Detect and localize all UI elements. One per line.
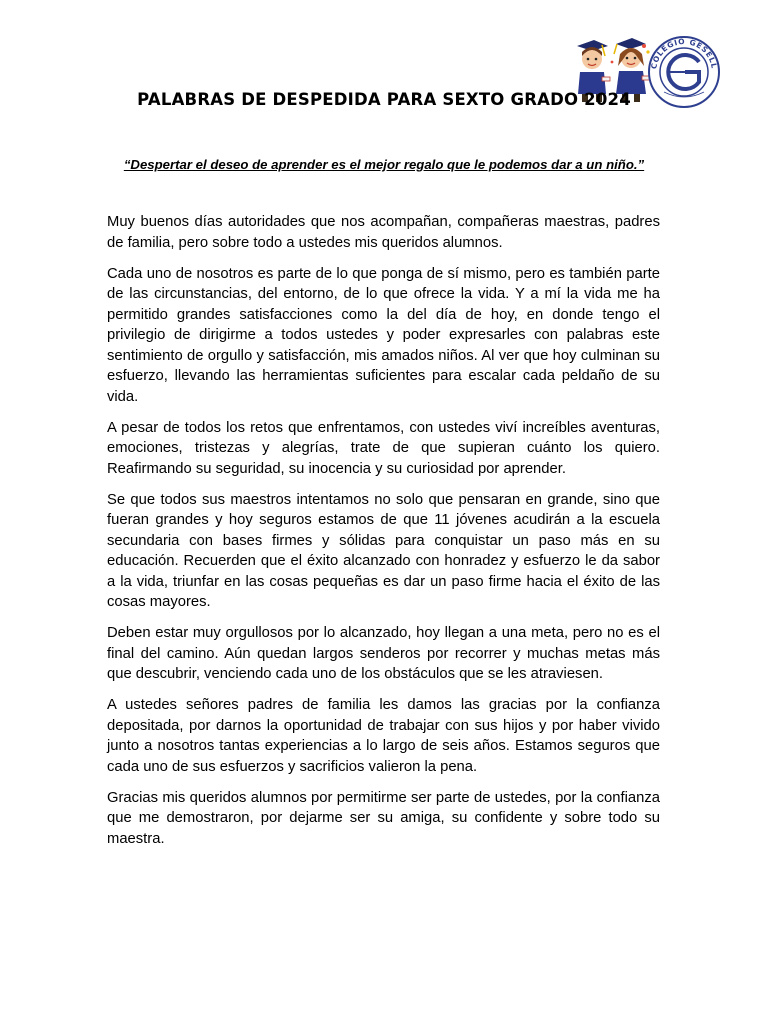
- paragraph: Se que todos sus maestros intentamos no solo que pensaran en grande, sino que fueran grandes y hoy seguros estamos de que 11 jóvenes acudirán a la escuela secundaria con bases firmes y sólidas para conquistar un paso más en su educación. Recuerden que el éxito alcanzado con honradez y esfuerzo le da sabor a la vida, triunfar en las cosas pequeñas es dar un paso firme hacia el éxito de las cosas mayores.: [107, 491, 660, 610]
- paragraph: A pesar de todos los retos que enfrentamos, con ustedes viví increíbles aventuras, emociones, tristezas y alegrías, trate de que supieran cuánto los quiero. Reafirmando su seguridad, su inocencia y su curiosidad por aprender.: [107, 419, 660, 477]
- opening-quote: “Despertar el deseo de aprender es el mejor regalo que le podemos dar a un niño.”: [123, 157, 645, 172]
- paragraph: Gracias mis queridos alumnos por permitirme ser parte de ustedes, por la confianza que me demostraron, por dejarme ser su amiga, su confidente y sobre todo su maestra.: [107, 789, 660, 847]
- speech-body: [107, 212, 660, 860]
- paragraph: Deben estar muy orgullosos por lo alcanzado, hoy llegan a una meta, pero no es el final del camino. Aún quedan largos senderos por recorrer y muchas metas más que descubrir, venciendo cada uno de los obstáculos que se les atraviesen.: [107, 625, 660, 682]
- seal-school-name: COLEGIO GESELL: [649, 36, 719, 70]
- paragraph: Muy buenos días autoridades que nos acompañan, compañeras maestras, padres de familia, pero sobre todo a ustedes mis queridos alumnos.: [107, 214, 660, 251]
- paragraph: Cada uno de nosotros es parte de lo que ponga de sí mismo, pero es también parte de las circunstancias, del entorno, de lo que ofrece la vida. Y a mí la vida me ha permitido grandes satisfacciones como la del día de hoy, en donde tengo el privilegio de dirigirme a todos ustedes y poder expresarles con palabras este sentimiento de orgullo y satisfacción, mis amados niños. Al ver que hoy culminan su esfuerzo, llevando las herramientas suficientes para escalar cada peldaño de su vida.: [107, 265, 660, 405]
- document-title: PALABRAS DE DESPEDIDA PARA SEXTO GRADO 2024: [137, 90, 631, 109]
- paragraph: A ustedes señores padres de familia les damos las gracias por la confianza depositada, por darnos la oportunidad de trabajar con sus hijos y por haber vivido junto a nosotros tantas experiencias a lo largo de seis años. Estamos seguros que cada uno de sus esfuerzos y sacrificios valieron la pena.: [107, 697, 660, 775]
